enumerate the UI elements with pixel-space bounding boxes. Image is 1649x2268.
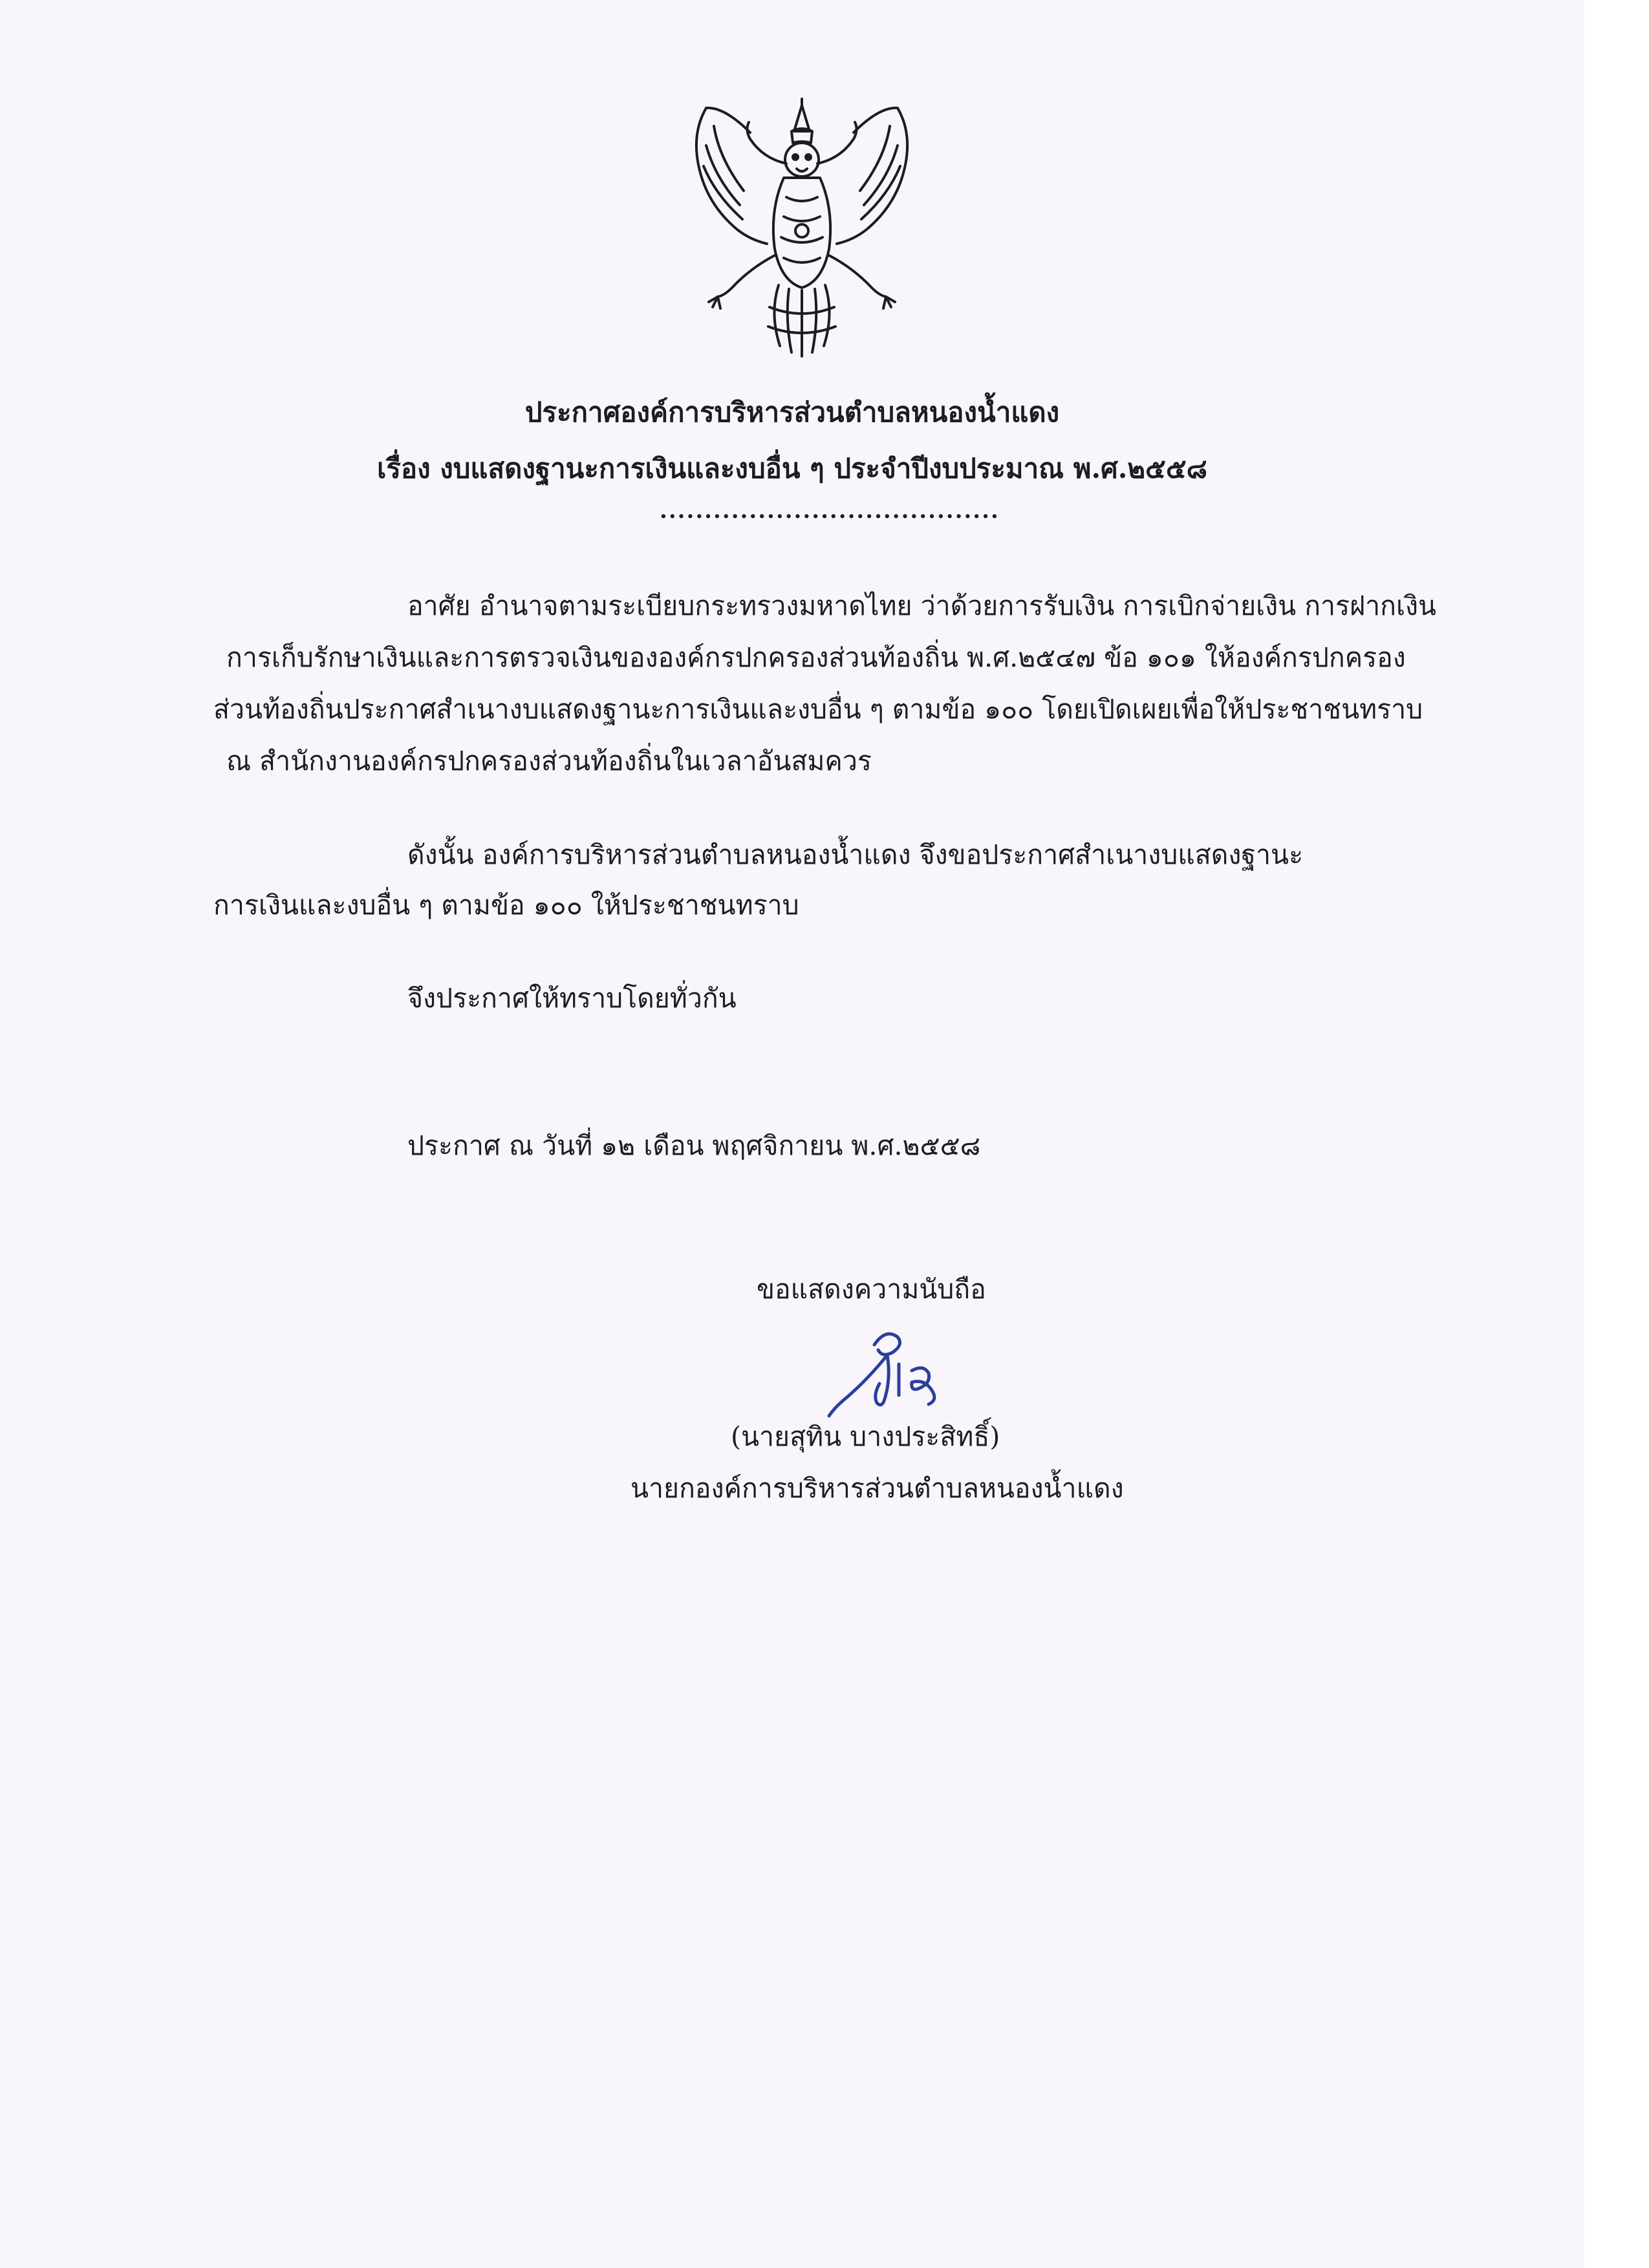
garuda-emblem-icon xyxy=(673,94,931,359)
scan-margin xyxy=(1584,0,1649,2268)
announcement-date: ประกาศ ณ วันที่ ๑๒ เดือน พฤศจิกายน พ.ศ.๒๕๕๘ xyxy=(407,1130,981,1161)
paragraph-1-line-2: การเก็บรักษาเงินและการตรวจเงินขององค์กรปกครองส่วนท้องถิ่น พ.ศ.๒๕๔๗ ข้อ ๑๐๑ ให้องค์กรปกครอง xyxy=(226,642,1406,673)
paragraph-1-line-1: อาศัย อำนาจตามระเบียบกระทรวงมหาดไทย ว่าด้วยการรับเงิน การเบิกจ่ายเงิน การฝากเงิน xyxy=(407,590,1437,621)
title-separator: ...................................... xyxy=(660,498,1000,524)
paragraph-2-line-2: การเงินและงบอื่น ๆ ตามข้อ ๑๐๐ ให้ประชาชนทราบ xyxy=(213,890,799,921)
paragraph-3: จึงประกาศให้ทราบโดยทั่วกัน xyxy=(407,983,737,1014)
signer-name: (นายสุทิน บางประสิทธิ์) xyxy=(731,1421,1000,1452)
paragraph-2-line-1: ดังนั้น องค์การบริหารส่วนตำบลหนองน้ำแดง จึงขอประกาศสำเนางบแสดงฐานะ xyxy=(407,839,1304,870)
announcement-title: ประกาศองค์การบริหารส่วนตำบลหนองน้ำแดง xyxy=(524,396,1060,428)
handwritten-signature xyxy=(815,1319,957,1422)
closing-salutation: ขอแสดงความนับถือ xyxy=(757,1274,986,1305)
paragraph-1-line-3: ส่วนท้องถิ่นประกาศสำเนางบแสดงฐานะการเงินและงบอื่น ๆ ตามข้อ ๑๐๐ โดยเปิดเผยเพื่อให้ประชาชนทราบ xyxy=(213,694,1423,725)
signer-position: นายกองค์การบริหารส่วนตำบลหนองน้ำแดง xyxy=(630,1473,1124,1504)
paragraph-1-line-4: ณ สำนักงานองค์กรปกครองส่วนท้องถิ่นในเวลาอันสมควร xyxy=(226,745,872,776)
announcement-subject: เรื่อง งบแสดงฐานะการเงินและงบอื่น ๆ ประจำปีงบประมาณ พ.ศ.๒๕๕๘ xyxy=(376,453,1208,484)
